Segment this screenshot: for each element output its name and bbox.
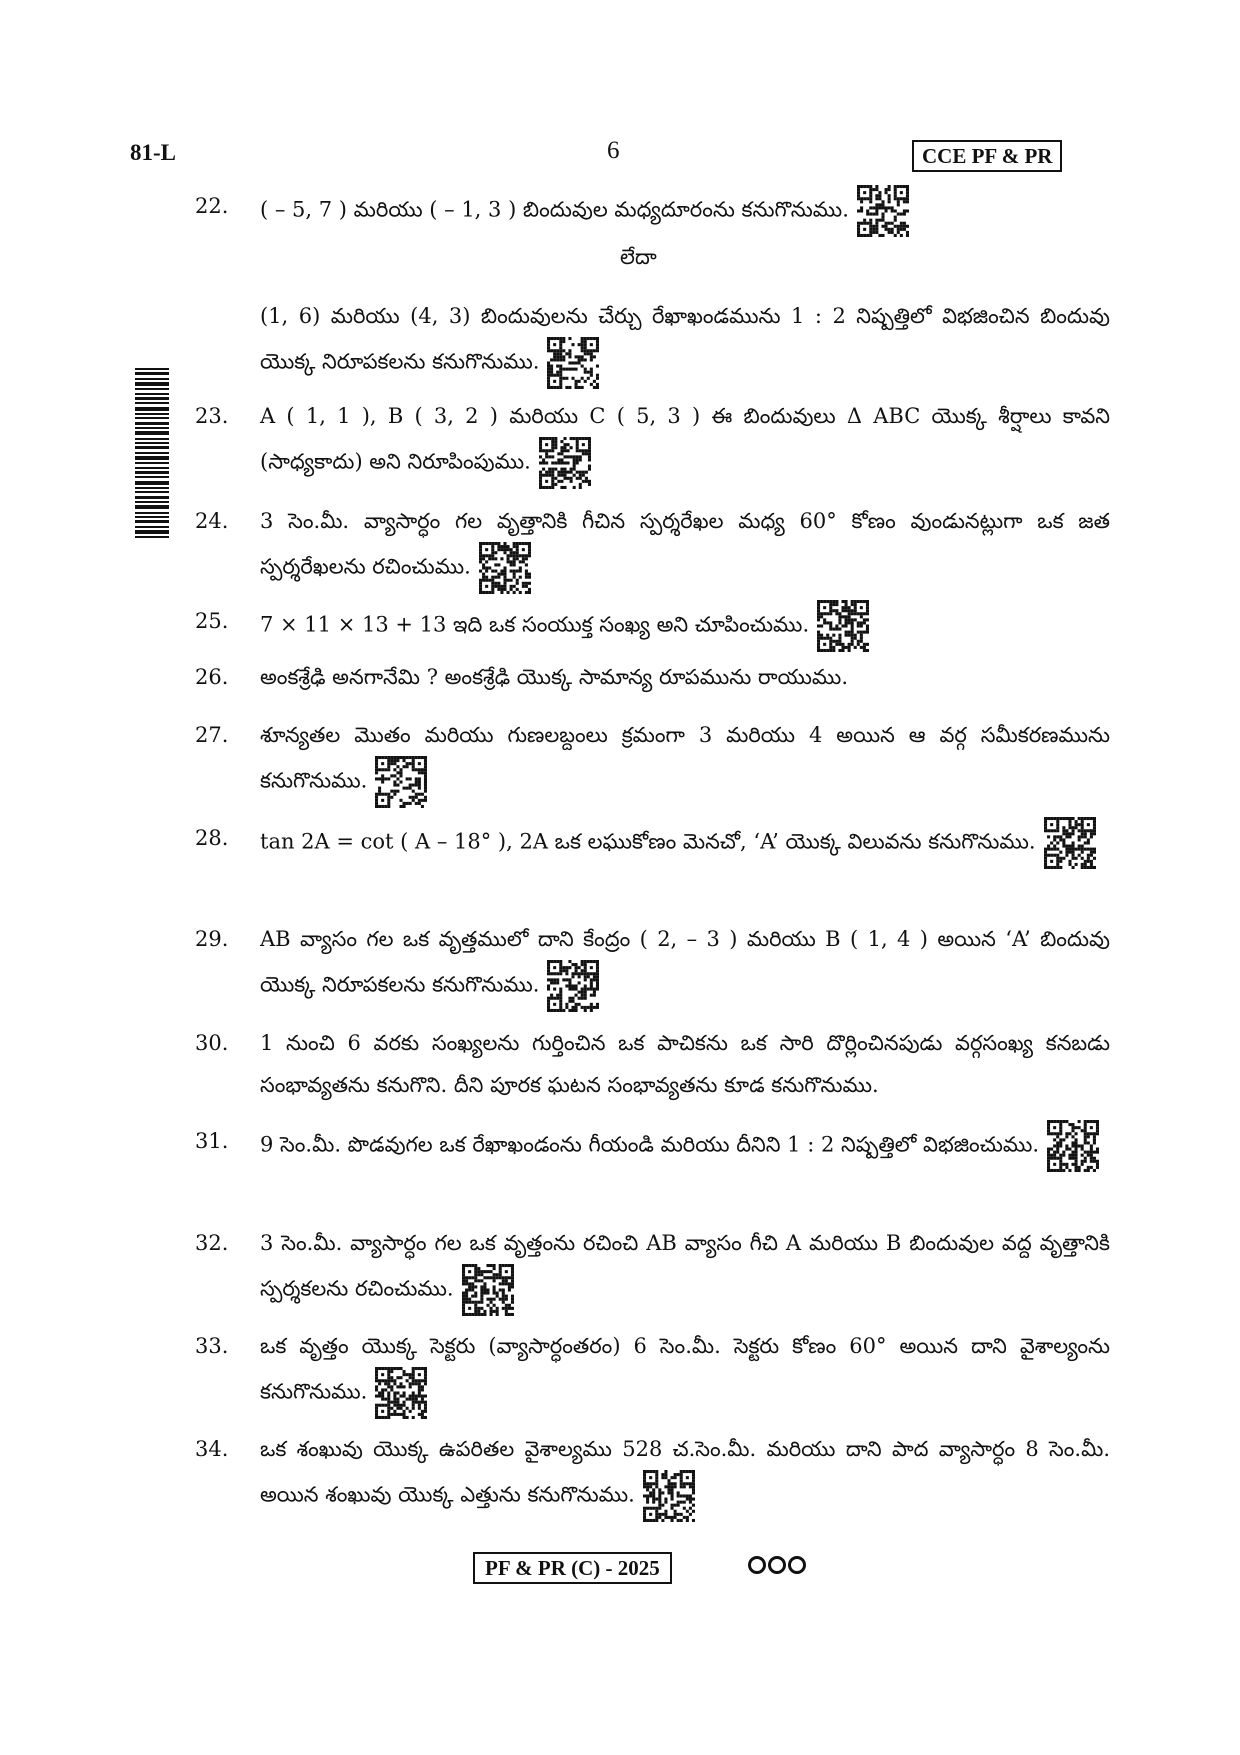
qr-code-icon — [539, 437, 591, 489]
question-text: అంకశ్రేఢి అనగానేమి ? అంకశ్రేఢి యొక్క సామాన్య రూపమును రాయుము. — [260, 665, 848, 689]
exam-code: 81-L — [130, 140, 176, 165]
question-number: 29. — [195, 927, 229, 951]
qr-code-icon — [1047, 1120, 1099, 1172]
question-number: 25. — [195, 609, 229, 633]
question-number: 23. — [195, 404, 229, 428]
page-number: 6 — [607, 137, 620, 164]
question-29 — [195, 918, 1110, 1012]
qr-code-icon — [817, 600, 869, 652]
footer-code-box: PF & PR (C) - 2025 — [473, 1552, 672, 1584]
question-number: 24. — [195, 509, 229, 533]
barcode — [135, 368, 169, 540]
question-number: 31. — [195, 1129, 229, 1153]
question-30 — [195, 1022, 1110, 1106]
question-number: 32. — [195, 1231, 229, 1255]
question-number: 34. — [195, 1437, 229, 1461]
qr-code-icon — [643, 1470, 695, 1522]
question-27 — [195, 714, 1110, 808]
question-number: 26. — [195, 665, 229, 689]
question-text: శూన్యతల మొతం మరియు గుణలబ్దంలు క్రమంగా 3 మరియు 4 అయిన ఆ వర్గ సమీకరణమును కనుగొనుము. — [260, 723, 1110, 793]
qr-code-icon — [547, 337, 599, 389]
question-32 — [195, 1222, 1110, 1316]
question-text: ( – 5, 7 ) మరియు ( – 1, 3 ) బిందువుల మధ్యదూరంను కనుగొనుము. — [260, 197, 849, 222]
question-text: 1 నుంచి 6 వరకు సంఖ్యలను గుర్తించిన ఒక పాచికను ఒక సారి దొర్లించినపుడు వర్గసంఖ్య కనబడు సంభావ్యతను కనుగొని. దీని పూరక ఘటన సంభావ్యతను కూడ కనుగొనుము. — [260, 1031, 1110, 1097]
question-text: 3 సెం.మీ. వ్యాసార్ధం గల ఒక వృత్తంను రచించి AB వ్యాసం గీచి A మరియు B బిందువుల వద్ద వృత్తానికి స్పర్శకలను రచించుము. — [260, 1231, 1110, 1301]
question-22 — [195, 185, 1110, 237]
qr-code-icon — [857, 185, 909, 237]
qr-code-icon — [1044, 817, 1096, 869]
question-24 — [195, 500, 1110, 594]
subject-code-box: CCE PF & PR — [912, 140, 1062, 172]
qr-code-icon — [462, 1264, 514, 1316]
question-text: ఒక వృత్తం యొక్క సెక్టరు (వ్యాసార్ధంతరం) 6 సెం.మీ. సెక్టరు కోణం 60° అయిన దాని వైశాల్యంను కనుగొనుము. — [260, 1334, 1110, 1404]
question-25 — [195, 600, 1110, 652]
question-text: A ( 1, 1 ), B ( 3, 2 ) మరియు C ( 5, 3 ) ఈ బిందువులు Δ ABC యొక్క శీర్షాలు కావని (సాధ్యకాదు) అని నిరూపింపుము. — [260, 404, 1110, 474]
question-text: tan 2A = cot ( A – 18° ), 2A ఒక లఘుకోణం మెనచో, ‘A’ యొక్క విలువను కనుగొనుము. — [260, 829, 1036, 854]
question-number: 28. — [195, 826, 229, 850]
question-26 — [195, 656, 1110, 698]
question-text: 9 సెం.మీ. పొడవుగల ఒక రేఖాఖండంను గీయండి మరియు దీనిని 1 : 2 నిష్పత్తిలో విభజించుము. — [260, 1132, 1040, 1157]
question-number: 27. — [195, 723, 229, 747]
qr-code-icon — [375, 756, 427, 808]
question-text: 3 సెం.మీ. వ్యాసార్ధం గల వృత్తానికి గీచిన స్పర్శరేఖల మధ్య 60° కోణం వుండునట్లుగా ఒక జత స్పర్శరేఖలను రచించుము. — [260, 509, 1110, 579]
qr-code-icon — [375, 1367, 427, 1419]
or-label: లేదా — [620, 245, 657, 269]
qr-code-icon — [479, 542, 531, 594]
footer-circles-icon — [748, 1556, 808, 1578]
qr-code-icon — [547, 960, 599, 1012]
question-28 — [195, 817, 1110, 869]
question-number: 22. — [195, 194, 229, 218]
question-number: 30. — [195, 1031, 229, 1055]
question-text: AB వ్యాసం గల ఒక వృత్తములో దాని కేంద్రం ( 2, – 3 ) మరియు B ( 1, 4 ) అయిన ‘A’ బిందువు యొక్క నిరూపకలను కనుగొనుము. — [260, 927, 1110, 997]
question-number: 33. — [195, 1334, 229, 1358]
question-23 — [195, 395, 1110, 489]
question-text: 7 × 11 × 13 + 13 ఇది ఒక సంయుక్త సంఖ్య అని చూపించుము. — [260, 612, 810, 637]
question-text: ఒక శంఖువు యొక్క ఉపరితల వైశాల్యము 528 చ.సెం.మీ. మరియు దాని పాద వ్యాసార్ధం 8 సెం.మీ. అయిన శంఖువు యొక్క ఎత్తును కనుగొనుము. — [260, 1437, 1110, 1507]
question-31 — [195, 1120, 1110, 1172]
question-text: (1, 6) మరియు (4, 3) బిందువులను చేర్చు రేఖాఖండమును 1 : 2 నిష్పత్తిలో విభజించిన బిందువు యొక్క నిరూపకలను కనుగొనుము. — [260, 304, 1110, 374]
question-34 — [195, 1428, 1110, 1522]
question-22-alternative — [195, 295, 1110, 389]
question-33 — [195, 1325, 1110, 1419]
